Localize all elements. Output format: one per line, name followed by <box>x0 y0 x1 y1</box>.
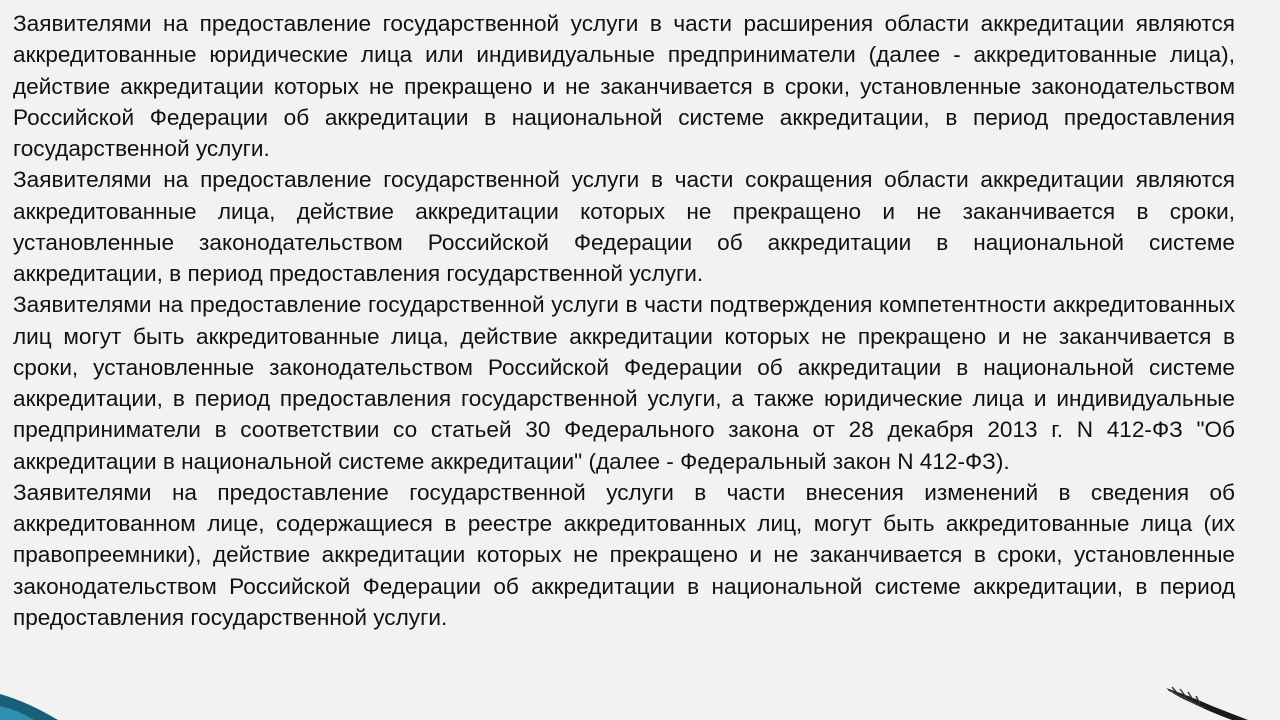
paragraph-confirmation: Заявителями на предоставление государственной услуги в части подтверждения компетентности аккредитованных лиц могут быть аккредитованные лица, действие аккредитации которых не прекращено и не заканчивается в сроки, установленные законодательством Российской Федерации об аккредитации в национальной системе аккредитации, в период предоставления государственной услуги, а также юридические лица и индивидуальные предприниматели в соответствии со статьей 30 Федерального закона от 28 декабря 2013 г. N 412-ФЗ "Об аккредитации в национальной системе аккредитации" (далее - Федеральный закон N 412-ФЗ). <box>13 292 1235 474</box>
paragraph-changes: Заявителями на предоставление государственной услуги в части внесения изменений в сведения об аккредитованном лице, содержащиеся в реестре аккредитованных лиц, могут быть аккредитованные лица (их правопреемники), действие аккредитации которых не прекращено и не заканчивается в сроки, установленные законодательством Российской Федерации об аккредитации в национальной системе аккредитации, в период предоставления государственной услуги. <box>13 479 1235 630</box>
paragraph-reduction: Заявителями на предоставление государственной услуги в части сокращения области аккредитации являются аккредитованные лица, действие аккредитации которых не прекращено и не заканчивается в сроки, установленные законодательством Российской Федерации об аккредитации в национальной системе аккредитации, в период предоставления государственной услуги. <box>13 167 1235 286</box>
paragraph-expansion: Заявителями на предоставление государственной услуги в части расширения области аккредитации являются аккредитованные юридические лица или индивидуальные предприниматели (далее - аккредитованные лица), действие аккредитации которых не прекращено и не заканчивается в сроки, установленные законодательством Российской Федерации об аккредитации в национальной системе аккредитации, в период предоставления государственной услуги. <box>13 11 1235 161</box>
document-body <box>13 8 1235 633</box>
wave-corner-icon <box>0 680 80 720</box>
quill-pen-icon <box>1160 686 1250 720</box>
